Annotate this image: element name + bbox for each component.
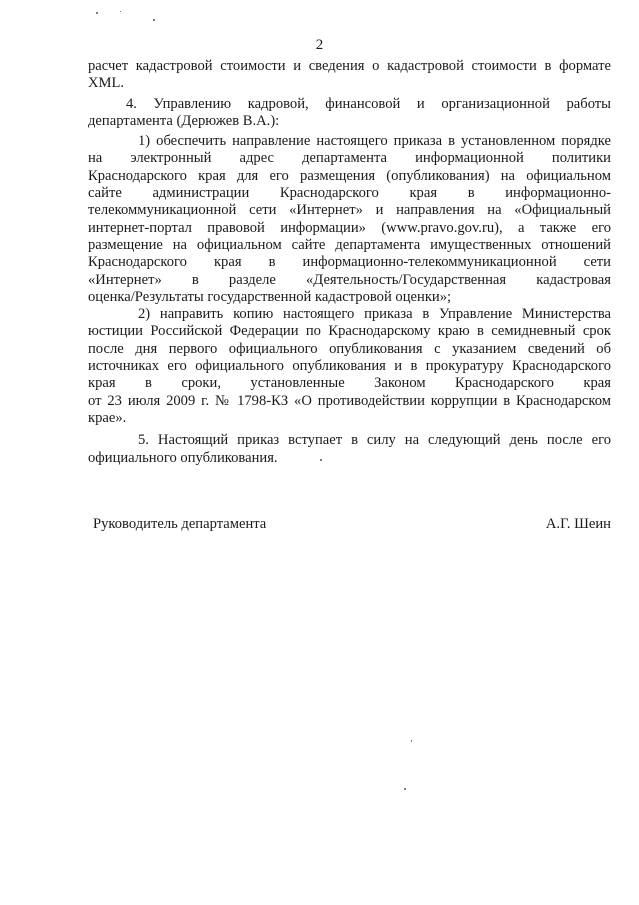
scan-speck <box>120 11 121 12</box>
paragraph-continuation <box>88 58 611 93</box>
signatory-position: Руководитель департамента <box>93 516 267 532</box>
paragraph-item-5 <box>88 432 611 467</box>
scan-speck <box>153 19 155 21</box>
scan-speck <box>96 12 98 14</box>
text-line: на электронный адрес департамента информационной политики <box>88 150 611 167</box>
text-line: края в сроки, установленные Законом Краснодарского края <box>88 375 611 392</box>
text-line: размещение на официальном сайте департамента имущественных отношений <box>88 236 611 253</box>
text-line: расчет кадастровой стоимости и сведения о кадастровой стоимости в формате <box>88 58 611 74</box>
signature-block <box>93 516 611 533</box>
text-line: сайте администрации Краснодарского края в информационно- <box>88 185 611 202</box>
scan-speck <box>404 788 406 790</box>
text-line: Краснодарского края в информационно-телекоммуникационной сети <box>88 254 611 271</box>
text-line: телекоммуникационной сети «Интернет» и направления на «Официальный <box>88 202 611 219</box>
text-line: юстиции Российской Федерации по Краснодарскому краю в семидневный срок <box>88 323 611 340</box>
text-line: 4. Управлению кадровой, финансовой и организационной работы <box>126 95 611 112</box>
text-line: 2) направить копию настоящего приказа в Управление Министерства <box>138 306 611 323</box>
text-line: интернет-портал правовой информации» (www.pravo.gov.ru), а также его <box>88 219 611 236</box>
text-line: 1) обеспечить направление настоящего приказа в установленном порядке <box>138 133 611 150</box>
text-line: официального опубликования. <box>88 449 278 466</box>
text-line: крае». <box>88 409 127 426</box>
signatory-name: А.Г. Шеин <box>545 516 611 532</box>
scan-speck <box>411 740 412 742</box>
document-body <box>88 58 611 467</box>
text-line: департамента (Дерюжев В.А.): <box>88 112 280 129</box>
text-line: XML. <box>88 75 125 92</box>
page-number: 2 <box>315 37 324 53</box>
text-line: «Интернет» в разделе «Деятельность/Государственная кадастровая <box>88 271 611 288</box>
paragraph-subitem-1 <box>88 133 611 306</box>
text-line: после дня первого официального опубликования с указанием сведений об <box>88 340 611 357</box>
text-line: от 23 июля 2009 г. № 1798-КЗ «О противодействии коррупции в Краснодарском <box>88 392 611 409</box>
text-line: оценка/Результаты государственной кадастровой оценки»; <box>88 288 452 305</box>
text-line: Краснодарского края для его размещения (опубликования) на официальном <box>88 167 611 184</box>
text-line: источниках его официального опубликования и в прокуратуру Краснодарского <box>88 358 611 375</box>
paragraph-subitem-2 <box>88 306 611 427</box>
text-line: 5. Настоящий приказ вступает в силу на следующий день после его <box>138 432 611 449</box>
paragraph-item-4 <box>88 96 611 131</box>
